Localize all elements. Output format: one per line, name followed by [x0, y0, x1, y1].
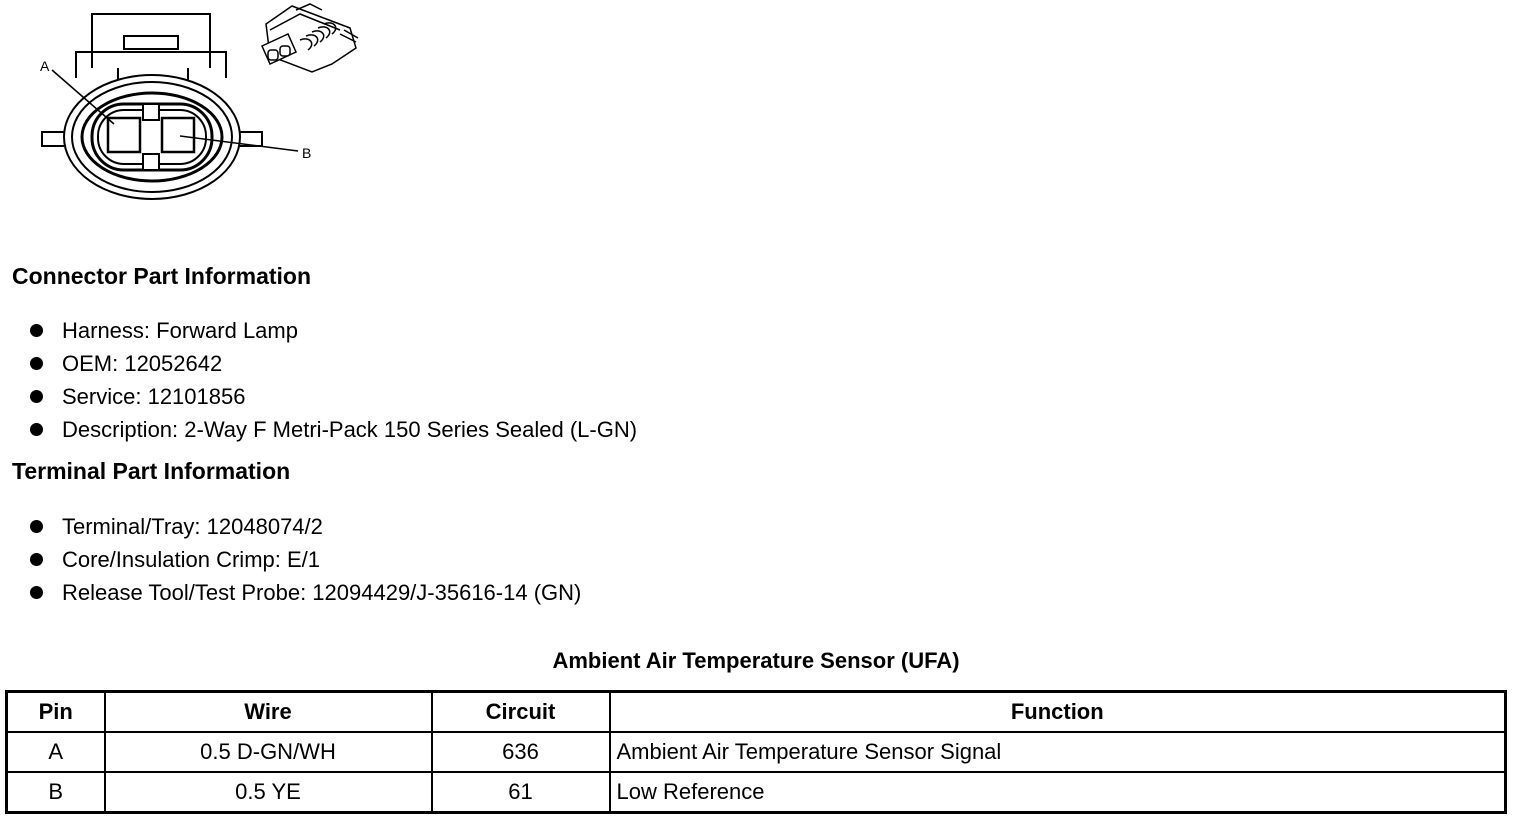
terminal-crimp: Core/Insulation Crimp: E/1 [62, 547, 320, 572]
pinout-table [5, 690, 1507, 814]
header-circuit: Circuit [432, 692, 610, 733]
list-item [30, 314, 637, 347]
list-item [30, 413, 637, 446]
cell-pin: A [7, 732, 105, 772]
table-title: Ambient Air Temperature Sensor (UFA) [552, 648, 960, 673]
header-pin: Pin [7, 692, 105, 733]
bullet-icon [30, 520, 43, 533]
bullet-icon [30, 390, 43, 403]
side-tab-left [42, 132, 66, 146]
connector-description: Description: 2-Way F Metri-Pack 150 Series Sealed (L-GN) [62, 417, 638, 442]
connector-thumbnail [262, 4, 358, 72]
bullet-icon [30, 357, 43, 370]
list-item [30, 380, 637, 413]
list-item [30, 576, 581, 609]
connector-oem: OEM: 12052642 [62, 351, 223, 376]
table-row [7, 772, 1506, 813]
connector-diagram [0, 0, 380, 220]
connector-part-list [30, 314, 637, 446]
connector-harness: Harness: Forward Lamp [62, 318, 298, 343]
cell-function: Ambient Air Temperature Sensor Signal [610, 732, 1506, 772]
bullet-icon [30, 324, 43, 337]
bullet-icon [30, 586, 43, 599]
list-item [30, 510, 581, 543]
table-header-row [7, 692, 1506, 733]
callout-b: B [302, 145, 312, 161]
latch-window [124, 36, 178, 49]
list-item [30, 543, 581, 576]
cell-circuit: 61 [432, 772, 610, 813]
terminal-release-tool: Release Tool/Test Probe: 12094429/J-35616-14 (GN) [62, 580, 582, 605]
connector-service: Service: 12101856 [62, 384, 246, 409]
latch-housing [92, 14, 210, 68]
cell-wire: 0.5 D-GN/WH [105, 732, 432, 772]
bullet-icon [30, 423, 43, 436]
terminal-part-heading: Terminal Part Information [12, 458, 291, 484]
callout-a: A [40, 58, 50, 74]
header-function: Function [610, 692, 1506, 733]
cell-pin: B [7, 772, 105, 813]
table-row [7, 732, 1506, 772]
cell-wire: 0.5 YE [105, 772, 432, 813]
cell-function: Low Reference [610, 772, 1506, 813]
connector-part-heading: Connector Part Information [12, 263, 312, 289]
cell-circuit: 636 [432, 732, 610, 772]
list-item [30, 347, 637, 380]
terminal-tray: Terminal/Tray: 12048074/2 [62, 514, 323, 539]
terminal-part-list [30, 510, 581, 609]
bullet-icon [30, 553, 43, 566]
header-wire: Wire [105, 692, 432, 733]
